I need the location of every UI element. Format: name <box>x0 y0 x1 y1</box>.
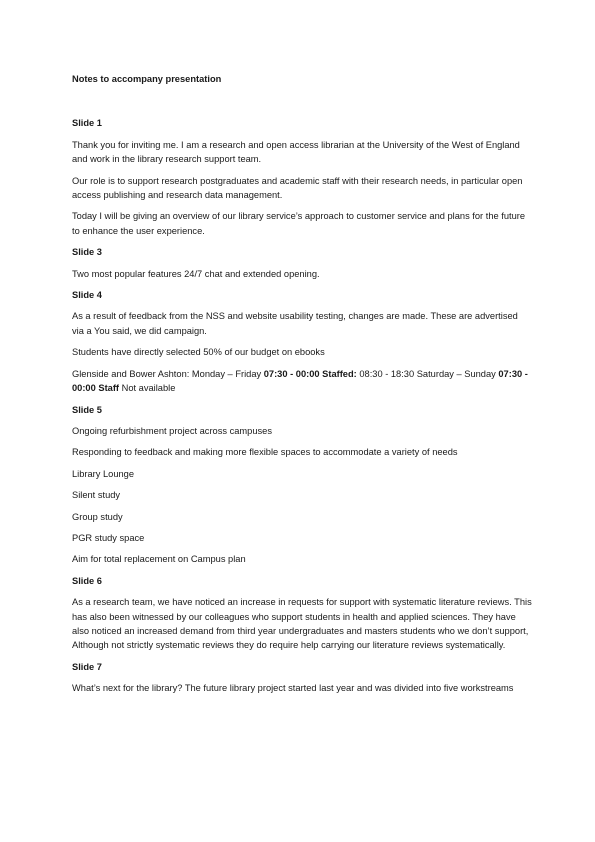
slide-5-heading: Slide 5 <box>72 404 102 415</box>
slide-3-heading: Slide 3 <box>72 247 102 258</box>
slide-4-paragraph: As a result of feedback from the NSS and website usability testing, changes are made. These are advertised via a You said, we did campaign. <box>72 311 518 336</box>
weekday-hours: 07:30 - 00:00 <box>263 368 320 379</box>
slide-5-paragraph: Library Lounge <box>72 468 135 479</box>
slide-5-paragraph: Silent study <box>72 490 121 501</box>
document-body <box>72 72 532 703</box>
staffed-hours: 08:30 - 18:30 <box>356 368 415 379</box>
slide-1-paragraph: Our role is to support research postgraduates and academic staff with their research needs, in particular open access publishing and research data management. <box>72 175 523 201</box>
weekend-hours: 07:30 - 00:00 <box>72 368 528 394</box>
slide-1-heading: Slide 1 <box>72 118 102 129</box>
slide-7-paragraph: What’s next for the library? The future library project started last year and was divided into five workstreams <box>72 683 514 694</box>
slide-5-paragraph: Ongoing refurbishment project across campuses <box>72 425 272 436</box>
slide-5-paragraph: Group study <box>72 511 123 522</box>
staffed-label: Staffed: <box>319 368 357 379</box>
slide-4-heading: Slide 4 <box>72 290 102 301</box>
staff-status: Not available <box>119 383 176 394</box>
slide-4-paragraph: Students have directly selected 50% of our budget on ebooks <box>72 347 325 358</box>
slide-6-heading: Slide 6 <box>72 575 102 586</box>
hours-intro: Glenside and Bower Ashton: Monday – Friday <box>72 368 264 379</box>
document-title: Notes to accompany presentation <box>72 74 222 84</box>
slide-6-paragraph: As a research team, we have noticed an increase in requests for support with systematic literature reviews. This has also been witnessed by our colleagues who support students in health and applied sciences. They have also noticed an increased demand from third year undergraduates and masters students who we don’t support, Although not strictly systematic reviews they do require help carrying our literature reviews systematically. <box>72 597 532 651</box>
weekend-days: Saturday – Sunday <box>414 368 499 379</box>
slide-5-paragraph: Responding to feedback and making more flexible spaces to accommodate a variety of needs <box>72 447 458 458</box>
slide-1-paragraph: Today I will be giving an overview of our library service’s approach to customer service and plans for the future to enhance the user experience. <box>72 211 526 236</box>
slide-7-heading: Slide 7 <box>72 661 102 672</box>
slide-3-paragraph: Two most popular features 24/7 chat and extended opening. <box>72 268 320 279</box>
slide-5-paragraph: Aim for total replacement on Campus plan <box>72 554 246 565</box>
slide-5-paragraph: PGR study space <box>72 532 145 543</box>
staff-label: Staff <box>95 383 120 394</box>
slide-1-paragraph: Thank you for inviting me. I am a research and open access librarian at the University of the West of England and work in the library research support team. <box>72 139 520 165</box>
opening-hours-paragraph <box>72 367 532 396</box>
